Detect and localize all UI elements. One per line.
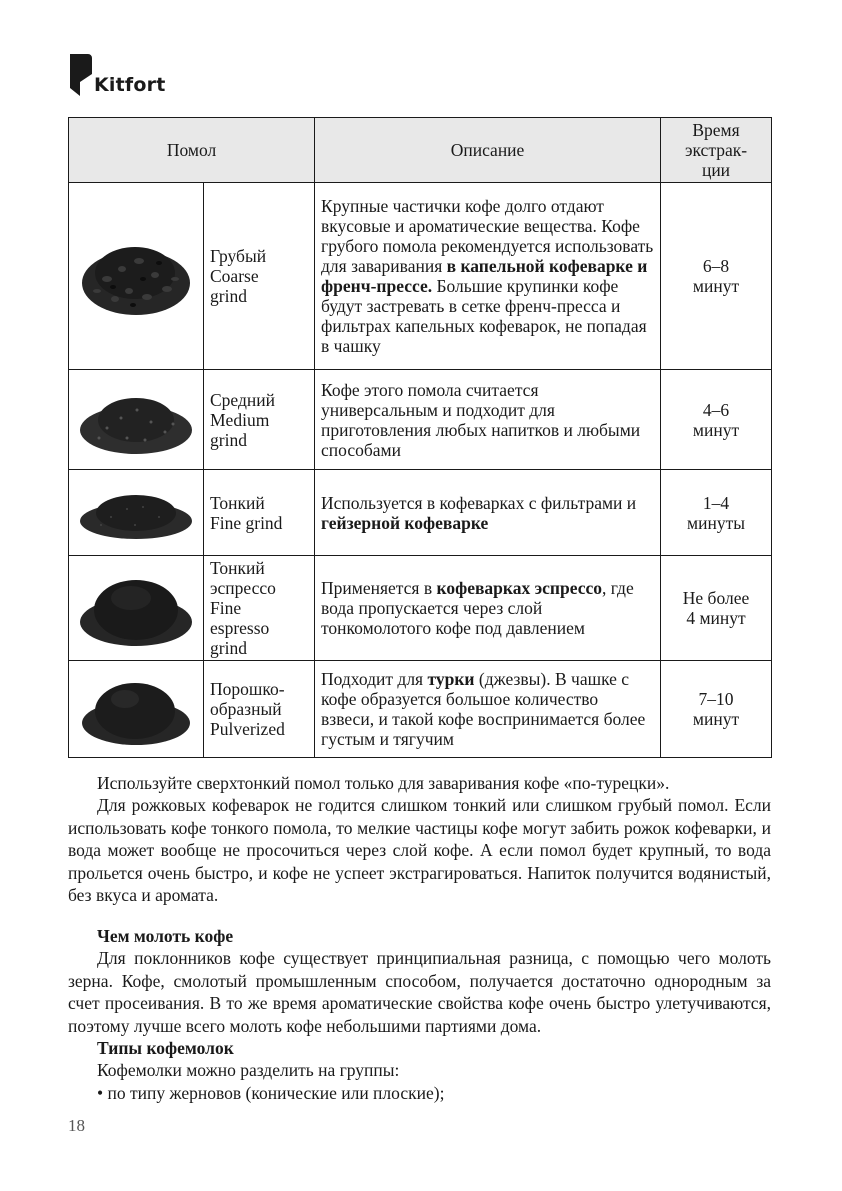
grind-name-line: grind xyxy=(210,429,247,450)
grind-name-fine xyxy=(204,470,315,556)
table-header-row xyxy=(69,118,772,183)
extraction-time-value: 7–10 xyxy=(698,689,734,709)
grind-name-line: grind xyxy=(210,286,247,306)
table-row xyxy=(69,183,772,370)
coffee-grind-table xyxy=(68,117,772,758)
paragraph-grinding: Для поклонников кофе существует принципиальная разница, с помощью чего молоть зерна. Кофе, смолотый промышленным способом, получается достаточно однородным за счет просеивания. В то же время ароматические свойства кофе очень быстро улетучиваются, поэтому лучше всего молоть кофе небольшими партиями дома. xyxy=(68,948,771,1036)
grind-name-line: espresso xyxy=(210,618,270,638)
extraction-time-value: 6–8 xyxy=(702,256,730,276)
medium-grind-image xyxy=(69,370,204,470)
extraction-time-fine xyxy=(661,470,772,556)
header-description: Описание xyxy=(315,118,661,183)
header-time xyxy=(661,118,772,183)
body-text-section-2 xyxy=(68,925,771,1104)
body-text-section-1 xyxy=(68,772,771,906)
paragraph-turkish-grind: Используйте сверхтонкий помол только для заваривания кофе «по-турецки». xyxy=(97,773,670,793)
header-time-line: Время xyxy=(692,120,740,140)
brand-name: Kitfort xyxy=(94,74,166,96)
header-grind: Помол xyxy=(69,118,315,183)
description-text: Большие крупинки кофе будут застревать в сетке френч-пресса и фильтрах капельных кофеварок, не попадая в чашку xyxy=(321,276,647,356)
grind-name-line: grind xyxy=(210,638,247,658)
extraction-time-coarse xyxy=(661,183,772,370)
grind-name-line: образный xyxy=(210,699,282,719)
grind-description-espresso xyxy=(315,556,661,661)
list-item: • по типу жерновов (конические или плоские); xyxy=(97,1082,445,1103)
extraction-time-medium xyxy=(661,370,772,470)
description-bold-text: кофеварках эспрессо xyxy=(436,578,602,598)
kitfort-logo xyxy=(68,48,166,98)
grind-description-coarse xyxy=(315,183,661,370)
header-time-line: ции xyxy=(701,160,731,180)
extraction-time-unit: 4 минут xyxy=(686,608,746,628)
table-row xyxy=(69,661,772,758)
grind-description-medium xyxy=(315,370,661,470)
grind-name-line: эспрессо xyxy=(210,578,276,598)
grind-name-line: Порошко- xyxy=(210,679,285,699)
table-row xyxy=(69,556,772,661)
kitfort-logo-icon xyxy=(68,52,92,98)
extraction-time-espresso xyxy=(661,556,772,661)
grind-name-line: Грубый xyxy=(210,246,267,266)
heading-how-to-grind: Чем молоть кофе xyxy=(97,926,234,946)
description-text: Кофе этого помола считается универсальным и подходит для приготовления любых напитков и любыми способами xyxy=(321,379,641,460)
grind-name-coarse xyxy=(204,183,315,370)
table-row xyxy=(69,470,772,556)
grind-name-line: Medium xyxy=(210,409,270,430)
extraction-time-value: Не более xyxy=(682,588,750,608)
header-time-line: экстрак- xyxy=(684,140,748,160)
paragraph-portafilter: Для рожковых кофеварок не годится слишком тонкий или слишком грубый помол. Если использовать кофе тонкого помола, то мелкие частицы кофе могут забить рожок кофеварки, и вода может вообще не просочиться через слой кофе. А если помол будет крупный, то вода прольется очень быстро, и кофе не успеет экстрагироваться. Напиток получится водянистый, без вкуса и аромата. xyxy=(68,795,771,906)
grind-name-line: Pulverized xyxy=(210,719,285,739)
extraction-time-value: 1–4 xyxy=(702,492,730,513)
grind-description-pulverized xyxy=(315,661,661,758)
description-text: Подходит для xyxy=(321,669,428,689)
extraction-time-unit: минуты xyxy=(687,512,745,533)
pulverized-image xyxy=(69,661,204,758)
fine-grind-image xyxy=(69,470,204,556)
heading-grinder-types: Типы кофемолок xyxy=(97,1038,234,1059)
extraction-time-unit: минут xyxy=(692,419,740,440)
page-number: 18 xyxy=(68,1116,85,1135)
paragraph-grinder-groups: Кофемолки можно разделить на группы: xyxy=(97,1060,400,1081)
description-text: Используется в кофеварках с фильтрами и xyxy=(321,492,637,513)
grind-name-medium xyxy=(204,370,315,470)
extraction-time-pulverized xyxy=(661,661,772,758)
grind-name-line: Fine xyxy=(210,598,242,618)
espresso-grind-image xyxy=(69,556,204,661)
description-bold-text: гейзерной кофеварке xyxy=(321,512,489,533)
grind-name-line: Тонкий xyxy=(210,558,265,578)
grind-description-fine xyxy=(315,470,661,556)
grind-name-espresso xyxy=(204,556,315,661)
table-row xyxy=(69,370,772,470)
description-text: , где вода пропускается через слой тонкомолотого кофе под давлением xyxy=(321,578,634,638)
grind-name-pulverized xyxy=(204,661,315,758)
description-bold-text: в капельной кофеварке и френч-прессе. xyxy=(321,256,648,296)
grind-name-line: Coarse xyxy=(210,266,259,286)
grind-name-line: Средний xyxy=(210,389,275,410)
description-bold-text: турки xyxy=(427,669,475,689)
description-text: Крупные частички кофе долго отдают вкусовые и ароматические вещества. Кофе грубого помола рекомендуется использовать для заваривания xyxy=(321,196,654,276)
grind-name-line: Fine grind xyxy=(210,512,283,533)
description-text: Применяется в xyxy=(321,578,437,598)
coarse-grind-image xyxy=(69,183,204,370)
description-text: (джезвы). В чашке с кофе образуется большое количество взвеси, и такой кофе воспринимается более густым и тягучим xyxy=(321,669,646,749)
extraction-time-unit: минут xyxy=(692,709,740,729)
grind-name-line: Тонкий xyxy=(210,492,265,513)
extraction-time-value: 4–6 xyxy=(702,399,730,420)
extraction-time-unit: минут xyxy=(692,276,740,296)
